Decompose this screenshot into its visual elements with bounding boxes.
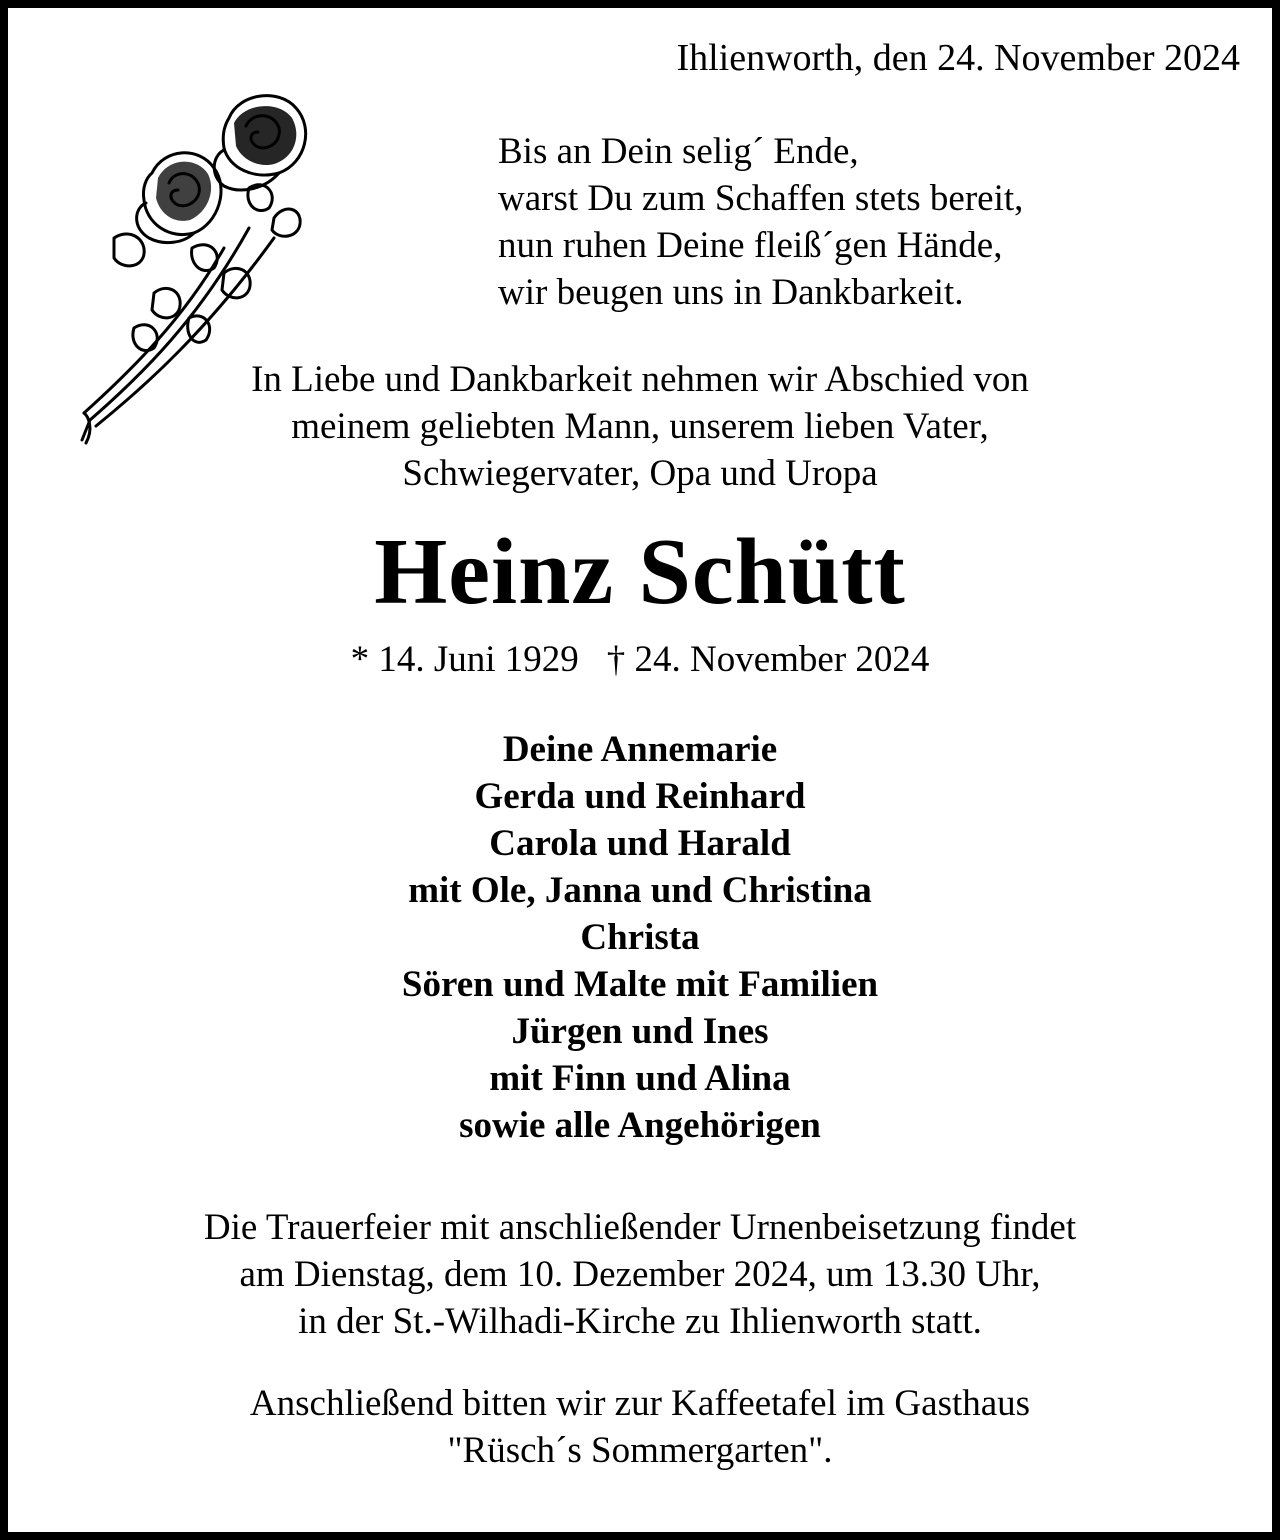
coffee-line: "Rüsch´s Sommergarten". [447,1430,833,1471]
deceased-name: Heinz Schütt [374,520,906,624]
mourner-line: mit Ole, Janna und Christina [408,870,872,911]
mourner-line: Gerda und Reinhard [474,776,806,817]
intro-line: Schwiegervater, Opa und Uropa [402,453,878,494]
service-line: Die Trauerfeier mit anschließender Urnenbeisetzung findet [203,1207,1077,1248]
mourner-line: Jürgen und Ines [511,1011,769,1052]
mourners-list [8,726,1272,1149]
intro-line: In Liebe und Dankbarkeit nehmen wir Abschied von [251,359,1029,400]
birth-date: * 14. Juni 1929 [350,639,579,680]
poem-line: nun ruhen Deine fleiß´gen Hände, [498,225,1003,266]
life-dates [8,636,1272,684]
service-line: in der St.-Wilhadi-Kirche zu Ihlienworth statt. [298,1301,982,1342]
poem-line: Bis an Dein selig´ Ende, [498,131,859,172]
mourner-line: Sören und Malte mit Familien [401,964,879,1005]
poem [498,128,1023,316]
service-line: am Dienstag, dem 10. Dezember 2024, um 13.30 Uhr, [239,1254,1041,1295]
place-date: Ihlienworth, den 24. November 2024 [676,37,1240,79]
poem-line: warst Du zum Schaffen stets bereit, [498,178,1024,219]
mourner-line: sowie alle Angehörigen [459,1105,821,1146]
death-date: † 24. November 2024 [606,639,930,680]
funeral-service-info [8,1204,1272,1345]
farewell-intro [8,356,1272,497]
poem-line: wir beugen uns in Dankbarkeit. [498,272,964,313]
mourner-line: mit Finn und Alina [489,1058,791,1099]
mourner-line: Carola und Harald [489,823,791,864]
coffee-reception-info [8,1380,1272,1474]
intro-line: meinem geliebten Mann, unserem lieben Vater, [291,406,989,447]
mourner-line: Deine Annemarie [502,729,778,770]
coffee-line: Anschließend bitten wir zur Kaffeetafel im Gasthaus [249,1383,1031,1424]
mourner-line: Christa [580,917,700,958]
